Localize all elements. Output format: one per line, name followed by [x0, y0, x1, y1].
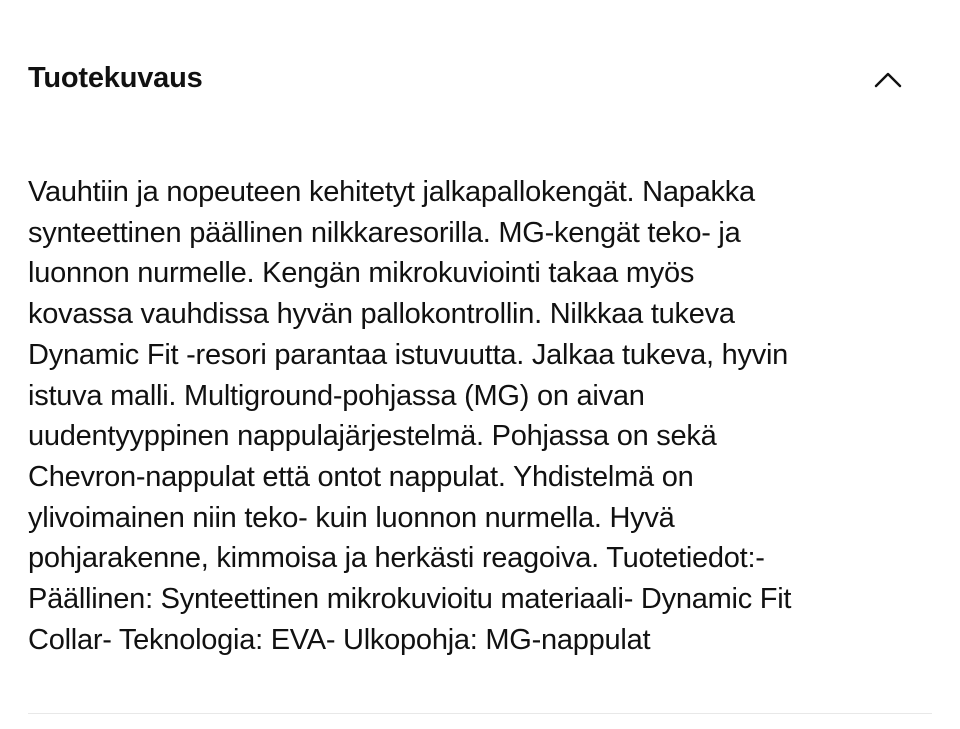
description-line: ylivoimainen niin teko- kuin luonnon nurmella. Hyvä: [28, 501, 675, 534]
accordion-title: Tuotekuvaus: [28, 62, 203, 94]
description-line: Vauhtiin ja nopeuteen kehitetyt jalkapallokengät. Napakka: [28, 176, 755, 208]
description-line: Collar- Teknologia: EVA- Ulkopohja: MG-nappulat: [28, 623, 651, 656]
accordion-header[interactable]: [28, 50, 932, 110]
description-line: Chevron-nappulat että ontot nappulat. Yhdistelmä on: [28, 460, 694, 493]
collapse-button[interactable]: [870, 62, 906, 98]
description-line: kovassa vauhdissa hyvän pallokontrollin. Nilkkaa tukeva: [28, 298, 735, 331]
product-description-text: [28, 172, 934, 660]
description-line: Dynamic Fit -resori parantaa istuvuutta. Jalkaa tukeva, hyvin: [28, 338, 789, 371]
description-line: pohjarakenne, kimmoisa ja herkästi reagoiva. Tuotetiedot:-: [28, 542, 765, 575]
description-line: Päällinen: Synteettinen mikrokuvioitu materiaali- Dynamic Fit: [28, 583, 792, 616]
description-line: synteettinen päällinen nilkkaresorilla. MG-kengät teko- ja: [28, 216, 741, 249]
description-line: uudentyyppinen nappulajärjestelmä. Pohjassa on sekä: [28, 420, 717, 453]
chevron-up-icon: [874, 72, 902, 88]
section-divider: [28, 713, 932, 714]
description-line: luonnon nurmelle. Kengän mikrokuviointi takaa myös: [28, 257, 695, 290]
description-line: istuva malli. Multiground-pohjassa (MG) on aivan: [28, 379, 645, 412]
